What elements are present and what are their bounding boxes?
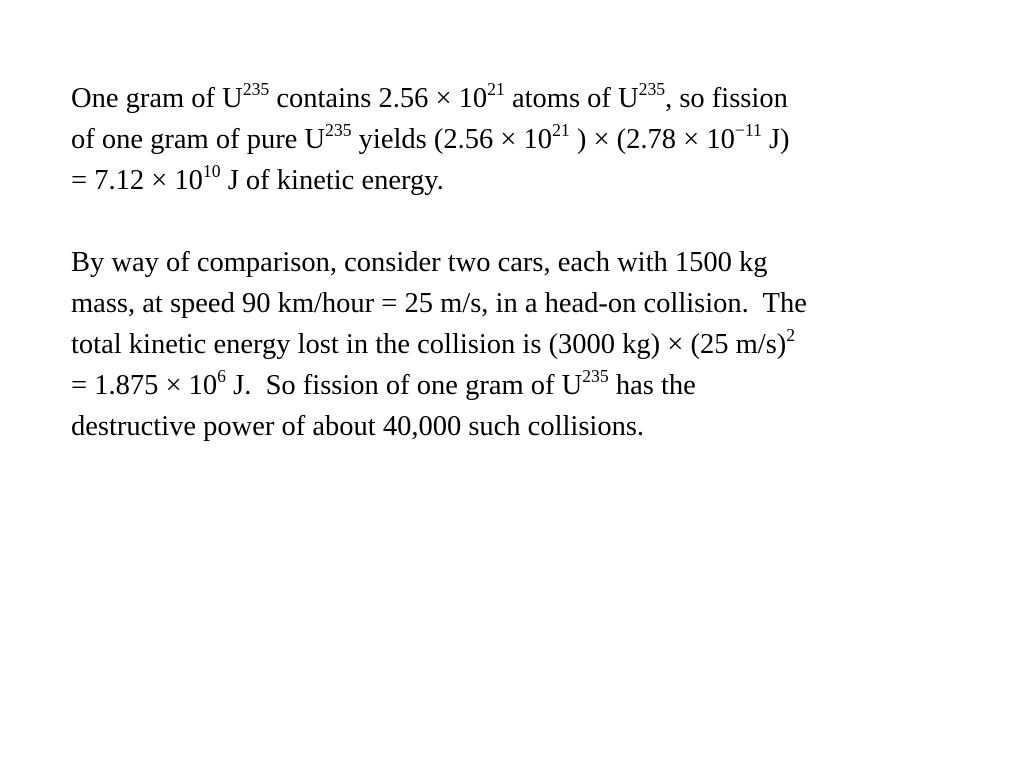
text-run: mass, at speed 90 km/hour = 25 m/s, in a head-on collision. The — [71, 288, 807, 319]
text-run: One gram of U — [71, 83, 243, 114]
text-run: ) × (2.78 × 10 — [569, 124, 735, 155]
text-run: , so fission — [665, 83, 788, 114]
text-line — [71, 406, 971, 447]
paragraph-fission-energy — [71, 78, 971, 201]
superscript: 2 — [786, 325, 796, 346]
text-line — [71, 283, 971, 324]
superscript: 21 — [552, 120, 570, 141]
text-run: J) — [761, 124, 790, 155]
text-line — [71, 242, 971, 283]
text-line — [71, 324, 971, 365]
text-run: of one gram of pure U — [71, 124, 326, 155]
superscript: 21 — [487, 79, 505, 100]
superscript: −11 — [734, 120, 762, 141]
text-run: = 1.875 × 10 — [71, 370, 218, 401]
text-run: J. So fission of one gram of U — [225, 370, 583, 401]
text-line — [71, 78, 971, 119]
text-run: atoms of U — [504, 83, 639, 114]
text-run: = 7.12 × 10 — [71, 165, 203, 196]
text-run: destructive power of about 40,000 such collisions. — [71, 411, 645, 442]
superscript: 235 — [582, 366, 609, 387]
paragraph-spacer — [71, 201, 971, 242]
superscript: 235 — [638, 79, 666, 100]
text-line — [71, 160, 971, 201]
text-run: By way of comparison, consider two cars, each with 1500 kg — [71, 247, 768, 278]
text-run: yields (2.56 × 10 — [351, 124, 553, 155]
superscript: 235 — [242, 79, 270, 100]
superscript: 10 — [202, 161, 221, 182]
text-run: has the — [608, 370, 696, 401]
slide-text-block — [71, 78, 971, 447]
text-run: total kinetic energy lost in the collision is (3000 kg) × (25 m/s) — [71, 329, 787, 360]
paragraph-car-collision-comparison — [71, 242, 971, 447]
text-run: J of kinetic energy. — [220, 165, 444, 196]
superscript: 235 — [325, 120, 352, 141]
text-run: contains 2.56 × 10 — [269, 83, 488, 114]
text-line — [71, 365, 971, 406]
text-line — [71, 119, 971, 160]
superscript: 6 — [217, 366, 226, 387]
